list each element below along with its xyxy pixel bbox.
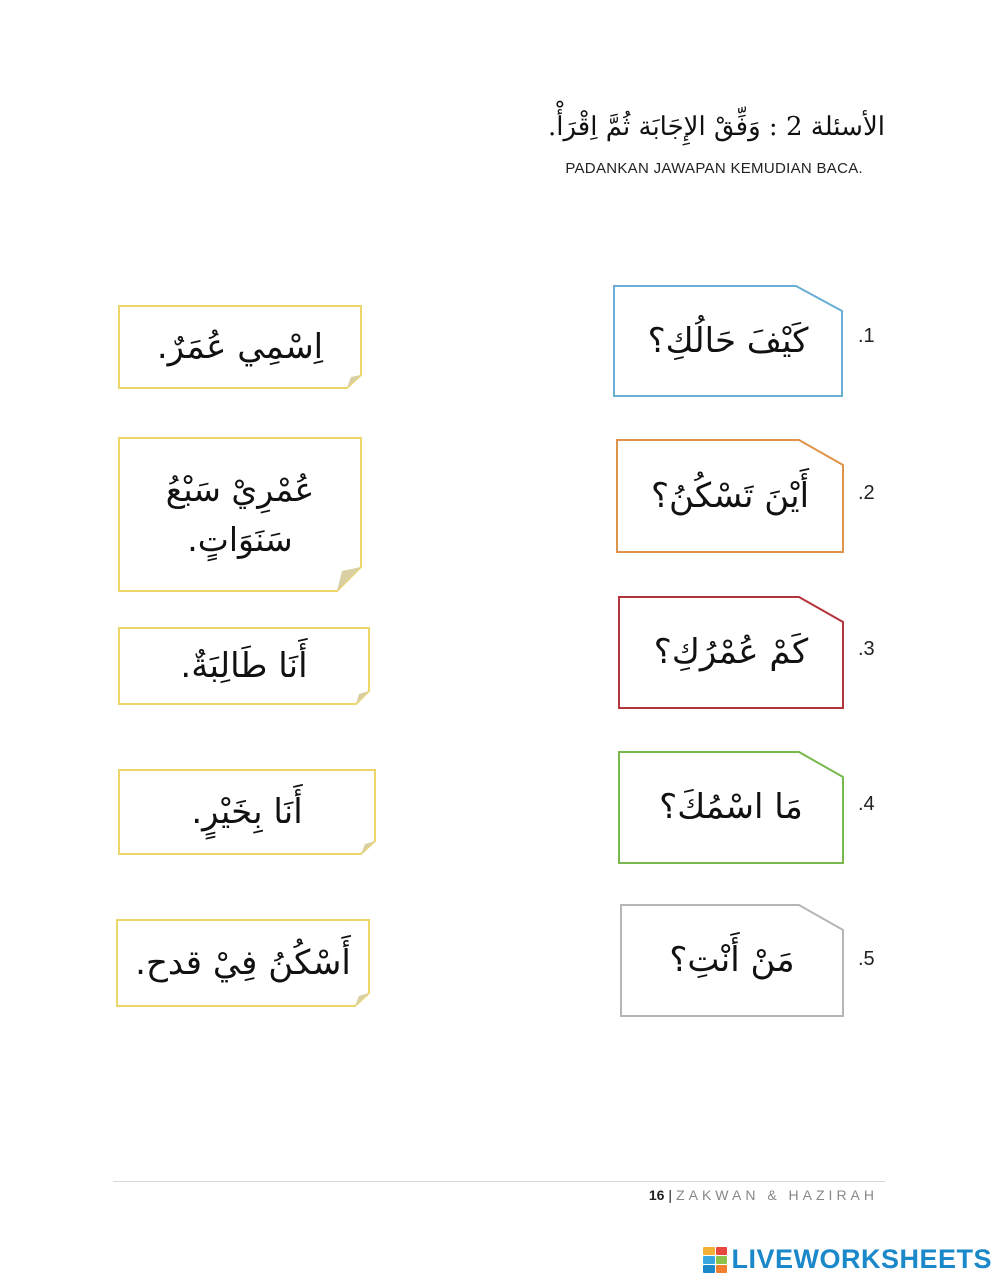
answer-card-3[interactable]: [118, 627, 370, 705]
exercise-title: الأسئلة 2 : وَفِّقْ الإِجَابَة ثُمَّ اِقْرَأْ.: [547, 112, 885, 142]
answer-card-4[interactable]: [118, 769, 376, 855]
answer-text: اِسْمِي عُمَرٌ.: [156, 326, 324, 367]
question-number-4: .4: [858, 793, 875, 815]
answer-text: عُمْرِيْ سَبْعُ سَنَوَاتٍ.: [165, 470, 315, 559]
question-card-2[interactable]: [616, 439, 844, 553]
question-text: كَيْفَ حَالُكِ؟: [647, 320, 809, 361]
footer-separator: |: [668, 1187, 673, 1203]
question-card-4[interactable]: [618, 751, 844, 864]
question-card-3[interactable]: [618, 596, 844, 709]
answer-text: أَسْكُنُ فِيْ قدح.: [135, 942, 351, 983]
question-number-3: .3: [858, 638, 875, 660]
question-text: مَنْ أَنْتِ؟: [669, 940, 795, 980]
question-text: كَمْ عُمْرُكِ؟: [653, 632, 809, 672]
answer-card-2[interactable]: [118, 437, 362, 592]
brand-name: LIVEWORKSHEETS: [731, 1244, 992, 1274]
answer-text: أَنَا طَالِبَةٌ.: [180, 645, 308, 686]
page-number: 16: [648, 1187, 665, 1203]
footer-authors: ZAKWAN & HAZIRAH: [676, 1187, 878, 1203]
question-text: مَا اسْمُكَ؟: [659, 787, 803, 827]
exercise-instruction: PADANKAN JAWAPAN KEMUDIAN BACA.: [565, 160, 863, 177]
answer-card-1[interactable]: [118, 305, 362, 389]
answer-card-5[interactable]: [116, 919, 370, 1007]
question-card-5[interactable]: [620, 904, 844, 1017]
question-number-2: .2: [858, 482, 875, 504]
answer-text: أَنَا بِخَيْرٍ.: [191, 791, 303, 832]
question-card-1[interactable]: [613, 285, 843, 397]
question-number-5: .5: [858, 948, 875, 970]
page-footer: [649, 1187, 878, 1203]
liveworksheets-brand[interactable]: [703, 1244, 992, 1275]
question-text: أَيْنَ تَسْكُنُ؟: [650, 475, 810, 516]
question-number-1: .1: [858, 325, 875, 347]
footer-divider: [113, 1181, 885, 1182]
liveworksheets-logo-icon: [703, 1247, 727, 1273]
